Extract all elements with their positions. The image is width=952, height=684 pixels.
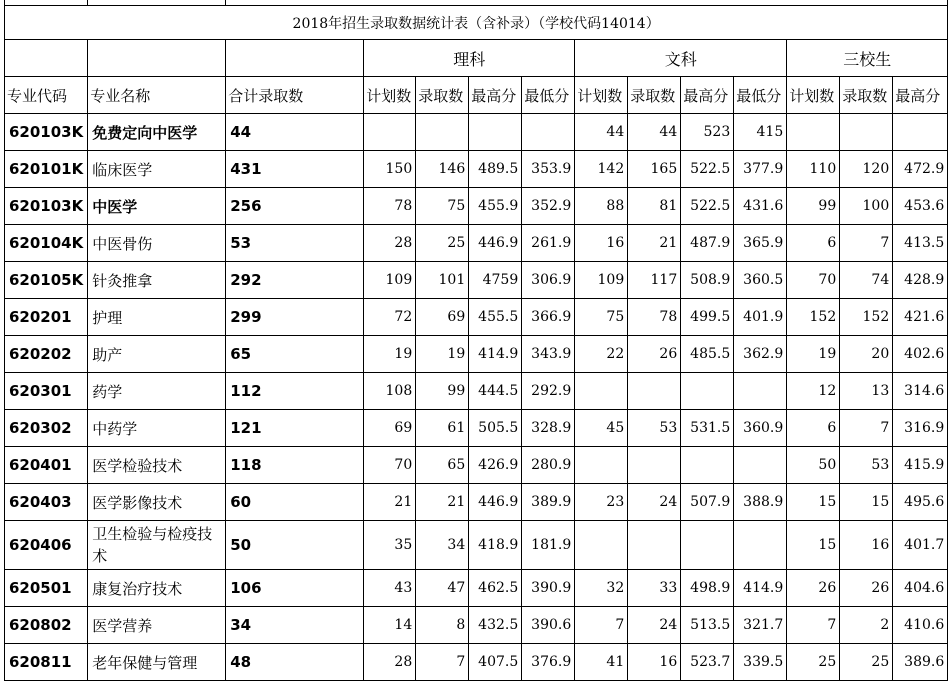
- row-s-max[interactable]: 421.6: [893, 299, 948, 336]
- row-s-plan[interactable]: 15: [787, 521, 840, 570]
- row-s-admit[interactable]: 2: [840, 607, 893, 644]
- row-total[interactable]: 34: [226, 607, 364, 644]
- row-l-min[interactable]: 352.9: [522, 188, 575, 225]
- row-w-plan[interactable]: 109: [575, 262, 628, 299]
- row-w-max[interactable]: [681, 521, 734, 570]
- row-s-plan[interactable]: 26: [787, 570, 840, 607]
- row-s-plan[interactable]: 25: [787, 644, 840, 681]
- row-w-admit[interactable]: [628, 521, 681, 570]
- row-s-max[interactable]: 401.7: [893, 521, 948, 570]
- row-l-plan[interactable]: 35: [364, 521, 416, 570]
- row-w-plan[interactable]: [575, 373, 628, 410]
- row-code[interactable]: 620802: [5, 607, 88, 644]
- row-l-max[interactable]: 489.5: [469, 151, 522, 188]
- row-s-max[interactable]: 316.9: [893, 410, 948, 447]
- row-l-min[interactable]: 353.9: [522, 151, 575, 188]
- table-row: [5, 299, 948, 336]
- row-w-min[interactable]: 360.5: [734, 262, 787, 299]
- row-l-admit[interactable]: 21: [416, 484, 469, 521]
- row-l-min[interactable]: 306.9: [522, 262, 575, 299]
- row-code[interactable]: 620501: [5, 570, 88, 607]
- row-w-plan[interactable]: 23: [575, 484, 628, 521]
- table-row: [5, 188, 948, 225]
- row-l-max[interactable]: 418.9: [469, 521, 522, 570]
- row-l-plan[interactable]: 78: [364, 188, 416, 225]
- row-w-admit[interactable]: 165: [628, 151, 681, 188]
- row-w-plan[interactable]: 32: [575, 570, 628, 607]
- row-s-plan[interactable]: 7: [787, 607, 840, 644]
- table-row: [5, 484, 948, 521]
- row-s-admit[interactable]: 100: [840, 188, 893, 225]
- row-s-max[interactable]: 410.6: [893, 607, 948, 644]
- table-row: [5, 336, 948, 373]
- row-s-max[interactable]: 402.6: [893, 336, 948, 373]
- group-header-row: [5, 40, 948, 77]
- row-l-plan[interactable]: 19: [364, 336, 416, 373]
- row-l-admit[interactable]: 8: [416, 607, 469, 644]
- row-w-admit[interactable]: [628, 373, 681, 410]
- row-w-max[interactable]: 523: [681, 114, 734, 151]
- row-w-min[interactable]: [734, 373, 787, 410]
- header-sanxiao-plan[interactable]: 计划数: [787, 77, 840, 114]
- row-s-max[interactable]: 472.9: [893, 151, 948, 188]
- row-code[interactable]: 620104K: [5, 225, 88, 262]
- row-l-plan[interactable]: 108: [364, 373, 416, 410]
- row-l-plan[interactable]: 109: [364, 262, 416, 299]
- row-w-max[interactable]: [681, 373, 734, 410]
- header-wenke-admit[interactable]: 录取数: [628, 77, 681, 114]
- row-l-min[interactable]: 280.9: [522, 447, 575, 484]
- row-total[interactable]: 106: [226, 570, 364, 607]
- row-l-max[interactable]: 505.5: [469, 410, 522, 447]
- row-name[interactable]: 中医骨伤: [88, 225, 226, 262]
- row-w-plan[interactable]: 44: [575, 114, 628, 151]
- row-total[interactable]: 431: [226, 151, 364, 188]
- row-s-admit[interactable]: 16: [840, 521, 893, 570]
- row-s-max[interactable]: 428.9: [893, 262, 948, 299]
- row-name[interactable]: 针灸推拿: [88, 262, 226, 299]
- row-l-max[interactable]: 407.5: [469, 644, 522, 681]
- row-s-max[interactable]: 404.6: [893, 570, 948, 607]
- row-l-plan[interactable]: 72: [364, 299, 416, 336]
- row-l-admit[interactable]: 65: [416, 447, 469, 484]
- row-name[interactable]: 护理: [88, 299, 226, 336]
- row-w-min[interactable]: 321.7: [734, 607, 787, 644]
- row-total[interactable]: 50: [226, 521, 364, 570]
- row-l-admit[interactable]: 47: [416, 570, 469, 607]
- row-s-plan[interactable]: 99: [787, 188, 840, 225]
- row-l-admit[interactable]: 61: [416, 410, 469, 447]
- row-w-plan[interactable]: 22: [575, 336, 628, 373]
- row-s-admit[interactable]: 20: [840, 336, 893, 373]
- row-l-min[interactable]: [522, 114, 575, 151]
- header-code[interactable]: 专业代码: [5, 77, 88, 114]
- row-w-max[interactable]: 513.5: [681, 607, 734, 644]
- row-w-min[interactable]: [734, 521, 787, 570]
- row-s-plan[interactable]: 15: [787, 484, 840, 521]
- row-s-plan[interactable]: 70: [787, 262, 840, 299]
- row-s-admit[interactable]: 74: [840, 262, 893, 299]
- row-w-max[interactable]: 498.9: [681, 570, 734, 607]
- row-code[interactable]: 620301: [5, 373, 88, 410]
- row-w-plan[interactable]: 41: [575, 644, 628, 681]
- header-like-admit[interactable]: 录取数: [416, 77, 469, 114]
- row-l-admit[interactable]: 101: [416, 262, 469, 299]
- row-l-admit[interactable]: 7: [416, 644, 469, 681]
- row-s-max[interactable]: 495.6: [893, 484, 948, 521]
- row-total[interactable]: 65: [226, 336, 364, 373]
- row-total[interactable]: 112: [226, 373, 364, 410]
- row-name[interactable]: 医学营养: [88, 607, 226, 644]
- row-s-admit[interactable]: 7: [840, 225, 893, 262]
- row-code[interactable]: 620105K: [5, 262, 88, 299]
- row-w-admit[interactable]: 24: [628, 607, 681, 644]
- row-l-min[interactable]: 390.6: [522, 607, 575, 644]
- row-w-min[interactable]: 388.9: [734, 484, 787, 521]
- row-w-plan[interactable]: 88: [575, 188, 628, 225]
- row-w-min[interactable]: 365.9: [734, 225, 787, 262]
- row-s-max[interactable]: 413.5: [893, 225, 948, 262]
- row-w-admit[interactable]: 16: [628, 644, 681, 681]
- row-total[interactable]: 44: [226, 114, 364, 151]
- row-l-max[interactable]: 462.5: [469, 570, 522, 607]
- header-sanxiao-max[interactable]: 最高分: [893, 77, 948, 114]
- row-w-plan[interactable]: 45: [575, 410, 628, 447]
- row-s-max[interactable]: 389.6: [893, 644, 948, 681]
- row-w-admit[interactable]: 81: [628, 188, 681, 225]
- title-row: [5, 6, 948, 40]
- row-l-admit[interactable]: 25: [416, 225, 469, 262]
- row-s-admit[interactable]: [840, 114, 893, 151]
- row-w-min[interactable]: [734, 447, 787, 484]
- row-w-admit[interactable]: 78: [628, 299, 681, 336]
- table-row: [5, 410, 948, 447]
- row-w-max[interactable]: 499.5: [681, 299, 734, 336]
- row-l-admit[interactable]: 75: [416, 188, 469, 225]
- row-w-admit[interactable]: 117: [628, 262, 681, 299]
- row-w-plan[interactable]: 7: [575, 607, 628, 644]
- row-s-admit[interactable]: 13: [840, 373, 893, 410]
- row-w-max[interactable]: 485.5: [681, 336, 734, 373]
- row-w-min[interactable]: 360.9: [734, 410, 787, 447]
- row-s-max[interactable]: [893, 114, 948, 151]
- row-s-plan[interactable]: 6: [787, 225, 840, 262]
- row-l-plan[interactable]: 70: [364, 447, 416, 484]
- header-like-min[interactable]: 最低分: [522, 77, 575, 114]
- header-wenke-max[interactable]: 最高分: [681, 77, 734, 114]
- row-w-plan[interactable]: 142: [575, 151, 628, 188]
- row-l-max[interactable]: 446.9: [469, 484, 522, 521]
- row-total[interactable]: 60: [226, 484, 364, 521]
- row-l-max[interactable]: 432.5: [469, 607, 522, 644]
- row-name[interactable]: 中医学: [88, 188, 226, 225]
- row-w-min[interactable]: 401.9: [734, 299, 787, 336]
- row-w-max[interactable]: 523.7: [681, 644, 734, 681]
- row-w-max[interactable]: 531.5: [681, 410, 734, 447]
- row-s-plan[interactable]: 6: [787, 410, 840, 447]
- row-w-admit[interactable]: 26: [628, 336, 681, 373]
- row-l-plan[interactable]: 28: [364, 644, 416, 681]
- table-title[interactable]: 2018年招生录取数据统计表（含补录）（学校代码14014）: [5, 6, 948, 40]
- row-w-min[interactable]: 339.5: [734, 644, 787, 681]
- row-l-max[interactable]: 4759: [469, 262, 522, 299]
- row-s-plan[interactable]: 110: [787, 151, 840, 188]
- cell[interactable]: [88, 40, 226, 77]
- row-name[interactable]: 药学: [88, 373, 226, 410]
- row-code[interactable]: 620403: [5, 484, 88, 521]
- row-name[interactable]: 助产: [88, 336, 226, 373]
- row-l-max[interactable]: 455.5: [469, 299, 522, 336]
- row-total[interactable]: 121: [226, 410, 364, 447]
- row-code[interactable]: 620202: [5, 336, 88, 373]
- row-l-min[interactable]: 389.9: [522, 484, 575, 521]
- row-w-plan[interactable]: [575, 521, 628, 570]
- row-s-max[interactable]: 453.6: [893, 188, 948, 225]
- row-w-admit[interactable]: 44: [628, 114, 681, 151]
- row-name[interactable]: 免费定向中医学: [88, 114, 226, 151]
- admission-stats-table: [4, 0, 948, 681]
- row-w-min[interactable]: 431.6: [734, 188, 787, 225]
- row-l-min[interactable]: 261.9: [522, 225, 575, 262]
- row-code[interactable]: 620103K: [5, 114, 88, 151]
- row-s-max[interactable]: 415.9: [893, 447, 948, 484]
- row-s-plan[interactable]: 152: [787, 299, 840, 336]
- row-l-plan[interactable]: [364, 114, 416, 151]
- row-l-admit[interactable]: 34: [416, 521, 469, 570]
- row-name[interactable]: 中药学: [88, 410, 226, 447]
- row-w-admit[interactable]: 24: [628, 484, 681, 521]
- row-w-min[interactable]: 414.9: [734, 570, 787, 607]
- header-name[interactable]: 专业名称: [88, 77, 226, 114]
- row-s-plan[interactable]: 19: [787, 336, 840, 373]
- row-l-admit[interactable]: 146: [416, 151, 469, 188]
- row-l-plan[interactable]: 150: [364, 151, 416, 188]
- row-w-admit[interactable]: 33: [628, 570, 681, 607]
- row-total[interactable]: 48: [226, 644, 364, 681]
- row-total[interactable]: 53: [226, 225, 364, 262]
- row-code[interactable]: 620302: [5, 410, 88, 447]
- row-w-min[interactable]: 362.9: [734, 336, 787, 373]
- group-wenke[interactable]: 文科: [575, 40, 787, 77]
- row-l-admit[interactable]: 69: [416, 299, 469, 336]
- row-code[interactable]: 620101K: [5, 151, 88, 188]
- table-row: [5, 570, 948, 607]
- row-s-plan[interactable]: 12: [787, 373, 840, 410]
- header-sanxiao-admit[interactable]: 录取数: [840, 77, 893, 114]
- row-code[interactable]: 620811: [5, 644, 88, 681]
- table-row: [5, 521, 948, 570]
- row-s-plan[interactable]: 50: [787, 447, 840, 484]
- row-l-min[interactable]: 292.9: [522, 373, 575, 410]
- row-l-max[interactable]: 455.9: [469, 188, 522, 225]
- header-like-max[interactable]: 最高分: [469, 77, 522, 114]
- row-s-admit[interactable]: 53: [840, 447, 893, 484]
- row-l-min[interactable]: 390.9: [522, 570, 575, 607]
- row-w-plan[interactable]: 16: [575, 225, 628, 262]
- row-l-plan[interactable]: 21: [364, 484, 416, 521]
- row-l-max[interactable]: 444.5: [469, 373, 522, 410]
- row-total[interactable]: 299: [226, 299, 364, 336]
- header-wenke-plan[interactable]: 计划数: [575, 77, 628, 114]
- row-w-max[interactable]: 522.5: [681, 151, 734, 188]
- row-l-min[interactable]: 376.9: [522, 644, 575, 681]
- row-name[interactable]: 医学影像技术: [88, 484, 226, 521]
- row-l-min[interactable]: 181.9: [522, 521, 575, 570]
- row-l-admit[interactable]: 19: [416, 336, 469, 373]
- table-row: [5, 225, 948, 262]
- row-l-max[interactable]: 414.9: [469, 336, 522, 373]
- row-s-admit[interactable]: 25: [840, 644, 893, 681]
- row-l-max[interactable]: 426.9: [469, 447, 522, 484]
- row-name[interactable]: 医学检验技术: [88, 447, 226, 484]
- table-row: [5, 151, 948, 188]
- row-w-admit[interactable]: 53: [628, 410, 681, 447]
- header-total[interactable]: 合计录取数: [226, 77, 364, 114]
- row-name[interactable]: 卫生检验与检疫技术: [88, 521, 226, 570]
- row-w-admit[interactable]: [628, 447, 681, 484]
- table-row: [5, 447, 948, 484]
- row-name[interactable]: 临床医学: [88, 151, 226, 188]
- row-l-plan[interactable]: 14: [364, 607, 416, 644]
- row-w-max[interactable]: [681, 447, 734, 484]
- row-s-admit[interactable]: 26: [840, 570, 893, 607]
- row-w-max[interactable]: 522.5: [681, 188, 734, 225]
- row-code[interactable]: 620406: [5, 521, 88, 570]
- row-l-min[interactable]: 328.9: [522, 410, 575, 447]
- row-l-max[interactable]: [469, 114, 522, 151]
- row-l-plan[interactable]: 69: [364, 410, 416, 447]
- row-w-admit[interactable]: 21: [628, 225, 681, 262]
- row-w-max[interactable]: 487.9: [681, 225, 734, 262]
- row-w-min[interactable]: 377.9: [734, 151, 787, 188]
- row-l-min[interactable]: 366.9: [522, 299, 575, 336]
- row-s-admit[interactable]: 152: [840, 299, 893, 336]
- row-l-plan[interactable]: 43: [364, 570, 416, 607]
- cell[interactable]: [226, 40, 364, 77]
- row-w-max[interactable]: 508.9: [681, 262, 734, 299]
- row-w-plan[interactable]: 75: [575, 299, 628, 336]
- row-w-max[interactable]: 507.9: [681, 484, 734, 521]
- row-total[interactable]: 292: [226, 262, 364, 299]
- row-w-min[interactable]: 415: [734, 114, 787, 151]
- row-total[interactable]: 118: [226, 447, 364, 484]
- table-row: [5, 644, 948, 681]
- row-code[interactable]: 620201: [5, 299, 88, 336]
- table-row: [5, 607, 948, 644]
- row-w-plan[interactable]: [575, 447, 628, 484]
- table-row: [5, 373, 948, 410]
- cell[interactable]: [5, 40, 88, 77]
- row-name[interactable]: 康复治疗技术: [88, 570, 226, 607]
- header-like-plan[interactable]: 计划数: [364, 77, 416, 114]
- header-wenke-min[interactable]: 最低分: [734, 77, 787, 114]
- row-code[interactable]: 620401: [5, 447, 88, 484]
- row-l-plan[interactable]: 28: [364, 225, 416, 262]
- table-row: [5, 262, 948, 299]
- table-row: [5, 114, 948, 151]
- row-l-max[interactable]: 446.9: [469, 225, 522, 262]
- row-s-admit[interactable]: 7: [840, 410, 893, 447]
- column-header-row: [5, 77, 948, 114]
- row-l-min[interactable]: 343.9: [522, 336, 575, 373]
- group-like[interactable]: 理科: [364, 40, 575, 77]
- row-name[interactable]: 老年保健与管理: [88, 644, 226, 681]
- row-s-admit[interactable]: 15: [840, 484, 893, 521]
- row-l-admit[interactable]: [416, 114, 469, 151]
- row-code[interactable]: 620103K: [5, 188, 88, 225]
- row-l-admit[interactable]: 99: [416, 373, 469, 410]
- row-s-max[interactable]: 314.6: [893, 373, 948, 410]
- row-s-plan[interactable]: [787, 114, 840, 151]
- group-sanxiao[interactable]: 三校生: [787, 40, 948, 77]
- row-total[interactable]: 256: [226, 188, 364, 225]
- row-s-admit[interactable]: 120: [840, 151, 893, 188]
